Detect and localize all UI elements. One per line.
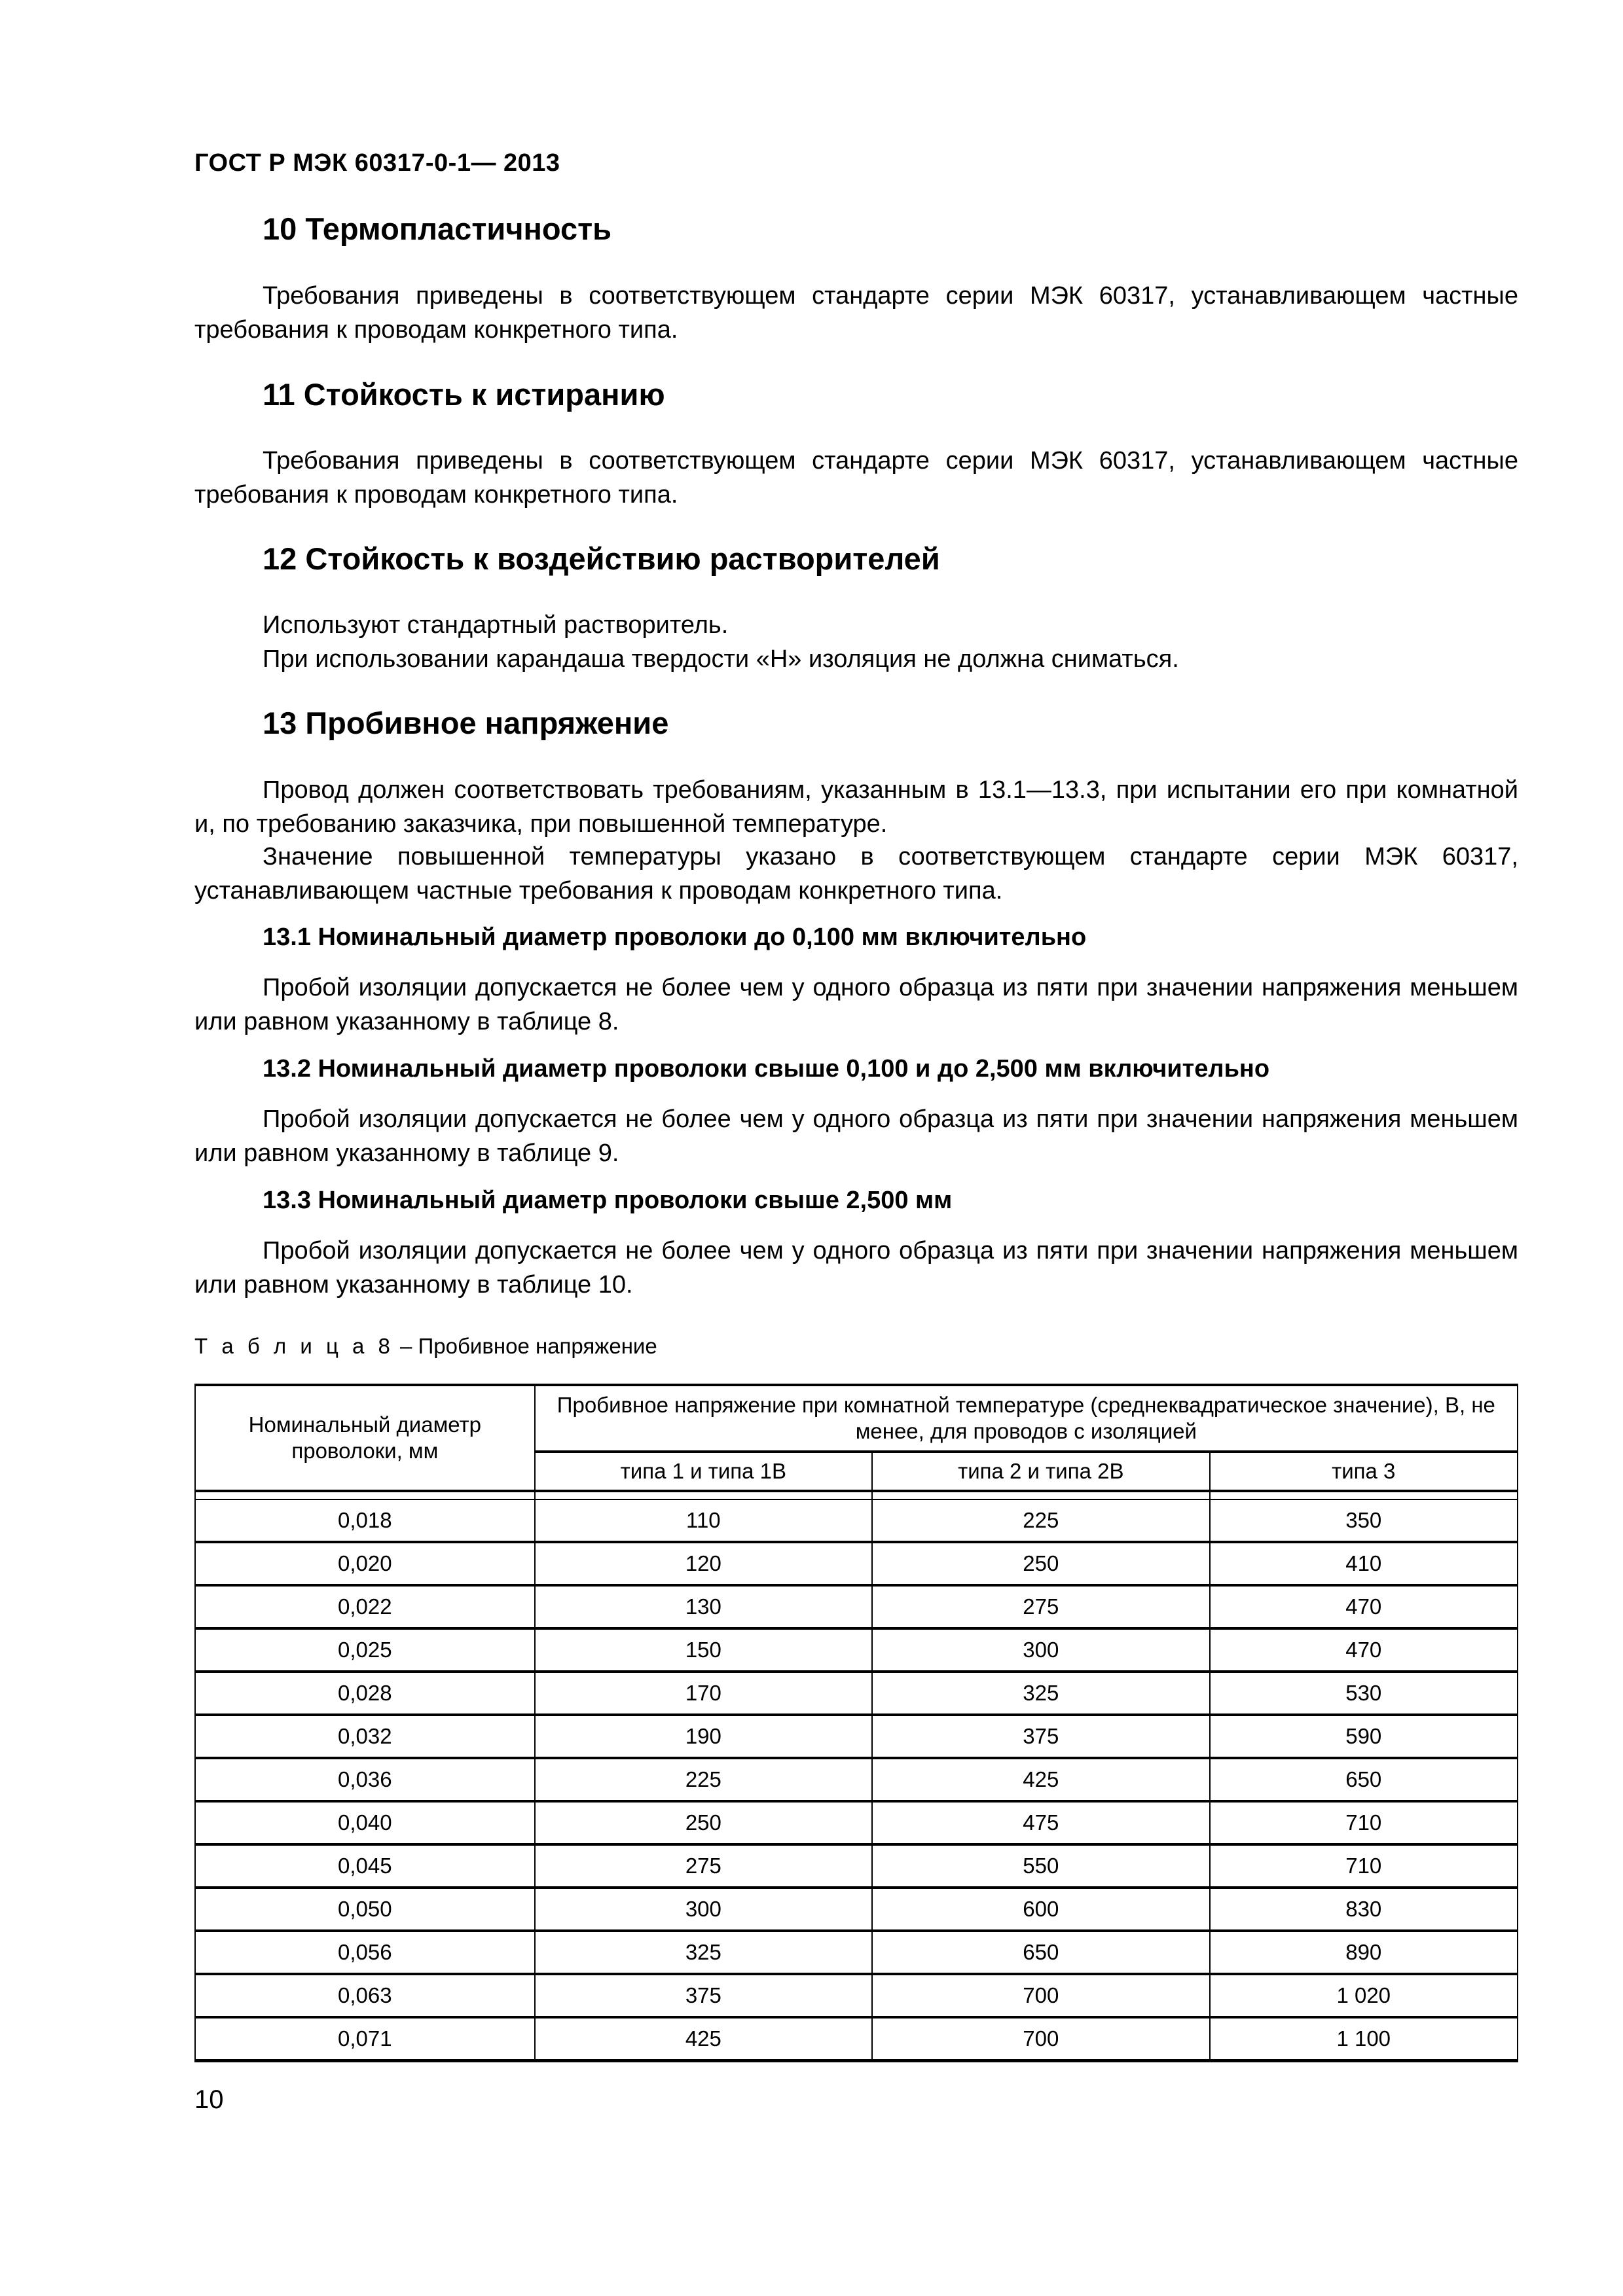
- header-wire-diameter: Номинальный диаметр проволоки, мм: [195, 1385, 535, 1491]
- section-11-paragraph: Требования приведены в соответствующем стандарте серии МЭК 60317, устанавливающем частные требования к проводам конкретного типа.: [194, 447, 1518, 509]
- section-12-paragraph-2: При использовании карандаша твердости «Н» изоляция не должна сниматься.: [263, 645, 1179, 673]
- table-row: 0,022 130 275 470: [195, 1585, 1518, 1628]
- section-12-paragraph-1: Используют стандартный растворитель.: [263, 611, 729, 639]
- document-header: ГОСТ Р МЭК 60317-0-1— 2013: [194, 149, 560, 177]
- subsection-13-2-heading: 13.2 Номинальный диаметр проволоки свыше 0,100 и до 2,500 мм включительно: [263, 1055, 1270, 1083]
- header-type-1: типа 1 и типа 1В: [535, 1452, 872, 1491]
- table-row: 0,050 300 600 830: [195, 1888, 1518, 1931]
- section-10-paragraph: Требования приведены в соответствующем стандарте серии МЭК 60317, устанавливающем частные требования к проводам конкретного типа.: [194, 282, 1518, 344]
- header-type-2: типа 2 и типа 2В: [872, 1452, 1209, 1491]
- breakdown-voltage-table: [194, 1384, 1518, 2062]
- section-13-paragraph-1: Провод должен соответствовать требованиям, указанным в 13.1—13.3, при испытании его при комнатной и, по требованию заказчика, при повышенной температуре.: [194, 776, 1518, 838]
- table-row: 0,045 275 550 710: [195, 1844, 1518, 1888]
- subsection-13-3-heading: 13.3 Номинальный диаметр проволоки свыше 2,500 мм: [263, 1187, 953, 1214]
- table-row: 0,071 425 700 1 100: [195, 2017, 1518, 2061]
- section-10-heading: 10 Термопластичность: [263, 211, 612, 246]
- table-row: 0,032 190 375 590: [195, 1715, 1518, 1758]
- table-row: 0,040 250 475 710: [195, 1801, 1518, 1844]
- subsection-13-1-heading: 13.1 Номинальный диаметр проволоки до 0,100 мм включительно: [263, 924, 1087, 951]
- table-row: 0,063 375 700 1 020: [195, 1974, 1518, 2017]
- table-row: 0,020 120 250 410: [195, 1542, 1518, 1585]
- section-12-heading: 12 Стойкость к воздействию растворителей: [263, 541, 940, 576]
- header-breakdown-voltage-group: Пробивное напряжение при комнатной температуре (среднеквадратическое значение), В, не менее, для проводов с изоляцией: [535, 1385, 1518, 1452]
- section-11-heading: 11 Стойкость к истиранию: [263, 377, 665, 412]
- table-caption: Т а б л и ц а 8 – Пробивное напряжение: [194, 1334, 657, 1358]
- table-row: 0,018 110 225 350: [195, 1499, 1518, 1542]
- subsection-13-2-paragraph: Пробой изоляции допускается не более чем у одного образца из пяти при значении напряжения меньшем или равном указанному в таблице 9.: [194, 1105, 1518, 1167]
- subsection-13-1-paragraph: Пробой изоляции допускается не более чем у одного образца из пяти при значении напряжения меньшем или равном указанному в таблице 8.: [194, 974, 1518, 1035]
- subsection-13-3-paragraph: Пробой изоляции допускается не более чем у одного образца из пяти при значении напряжения меньшем или равном указанному в таблице 10.: [194, 1237, 1518, 1299]
- section-13-paragraph-2: Значение повышенной температуры указано в соответствующем стандарте серии МЭК 60317, устанавливающем частные требования к проводам конкретного типа.: [194, 843, 1518, 905]
- table-row: 0,036 225 425 650: [195, 1758, 1518, 1801]
- section-13-heading: 13 Пробивное напряжение: [263, 706, 669, 740]
- header-type-3: типа 3: [1210, 1452, 1518, 1491]
- table-row: 0,025 150 300 470: [195, 1628, 1518, 1672]
- page-number: 10: [194, 2085, 224, 2114]
- table-row: 0,028 170 325 530: [195, 1672, 1518, 1715]
- table-row: 0,056 325 650 890: [195, 1931, 1518, 1974]
